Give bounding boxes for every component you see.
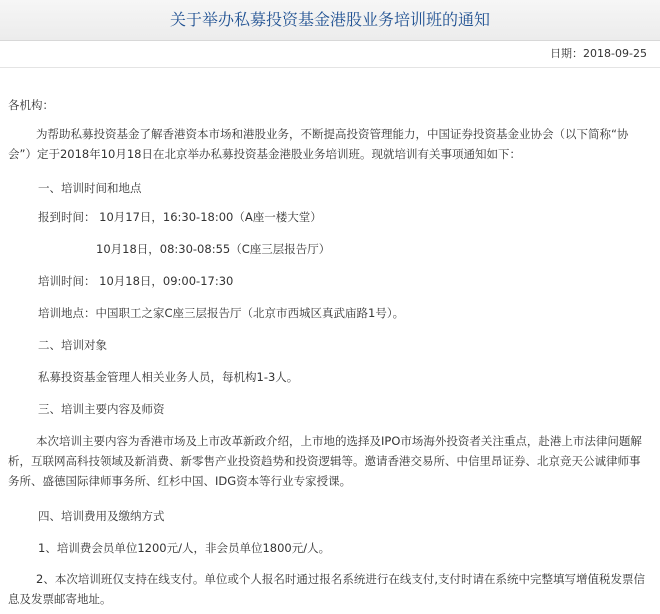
section-4-heading: 四、培训费用及缴纳方式 <box>38 509 165 523</box>
section-2-heading: 二、培训对象 <box>38 338 107 352</box>
fee-item-1: 1、培训费会员单位1200元/人，非会员单位1800元/人。 <box>38 541 331 555</box>
page-title: 关于举办私募投资基金港股业务培训班的通知 <box>169 10 490 29</box>
checkin-time-1: 报到时间： 10月17日，16:30-18:00（A座一楼大堂） <box>38 210 322 224</box>
training-time: 培训时间： 10月18日，09:00-17:30 <box>38 274 234 288</box>
section-1-heading: 一、培训时间和地点 <box>38 181 142 195</box>
title-bar <box>0 0 660 41</box>
audience-text: 私募投资基金管理人相关业务人员，每机构1-3人。 <box>38 370 299 384</box>
fee-item-2: 2、本次培训班仅支持在线支付。单位或个人报名时通过报名系统进行在线支付,支付时请在系统中完整填写增值税发票信息及发票邮寄地址。 <box>8 572 645 606</box>
salutation: 各机构： <box>8 98 54 112</box>
intro-paragraph: 为帮助私募投资基金了解香港资本市场和港股业务，不断提高投资管理能力，中国证券投资基金业协会（以下简称“协会”）定于2018年10月18日在北京举办私募投资基金港股业务培训班。现就培训有关事项通知如下： <box>8 127 629 161</box>
section-3-heading: 三、培训主要内容及师资 <box>38 402 165 416</box>
checkin-time-2: 10月18日，08:30-08:55（C座三层报告厅） <box>96 242 331 256</box>
publish-date: 日期：2018-09-25 <box>0 41 660 68</box>
training-place: 培训地点：中国职工之家C座三层报告厅（北京市西城区真武庙路1号）。 <box>38 306 405 320</box>
content-paragraph: 本次培训主要内容为香港市场及上市改革新政介绍，上市地的选择及IPO市场海外投资者关注重点，赴港上市法律问题解析，互联网高科技领域及新消费、新零售产业投资趋势和投资逻辑等。邀请香港交易所、中信里昂证券、北京竞天公诚律师事务所、盛德国际律师事务所、红杉中国、IDG资本等行业专家授课。 <box>8 434 642 488</box>
